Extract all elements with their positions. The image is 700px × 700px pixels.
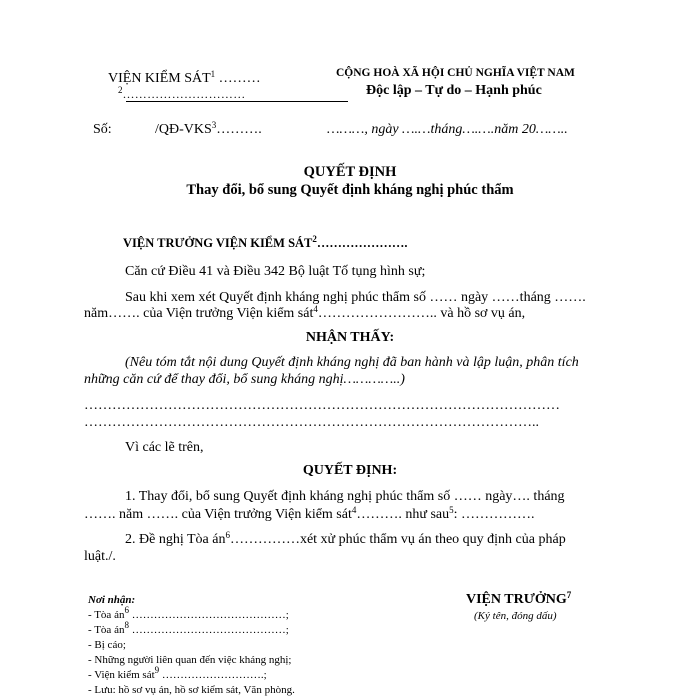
decision-item-1-line-2: ……. năm ……. của Viện trưởng Viện kiểm sát$^4$………. như sau$^5$: …………….	[84, 505, 535, 522]
recipient-item: - Tòa $án^6$ ……………………………………;	[88, 605, 289, 621]
issuing-authority: VIỆN TRƯỞNG VIỆN KIỂM SÁT$^2$………………….	[123, 234, 408, 250]
reason-text: Vì các lẽ trên,	[125, 440, 204, 455]
decision-item-2-line-1: 2. Đề nghị Tòa $án^6\dots\dots\dots\dots\dots xét$ xử phúc thẩm vụ án theo quy định của pháp	[125, 530, 566, 547]
recipients-heading: Nơi nhận:	[88, 594, 136, 606]
agency-name: VIỆN KIỂM SÁT$^1$ ………	[108, 69, 261, 86]
agency-subline: $^2$…………………………	[118, 85, 246, 101]
decision-item-1-line-1: 1. Thay đổi, bổ sung Quyết định kháng nghị phúc thẩm số …… ngày…. tháng	[125, 489, 565, 504]
signature-note: (Ký tên, đóng dấu)	[474, 610, 557, 622]
decision-heading: QUYẾT ĐỊNH:	[302, 463, 398, 478]
document-number-label: Số:	[93, 122, 112, 137]
review-line-1: Sau khi xem xét Quyết định kháng nghị phúc thẩm số …… ngày ……tháng …….	[125, 290, 586, 305]
recipient-item: - Bị cáo;	[88, 639, 126, 651]
recipients-block	[88, 593, 295, 698]
document-number: /QĐ-VKS$^3$……….	[155, 120, 262, 137]
decision-item-2-line-2: luật./.	[84, 549, 116, 564]
document-subtitle: Thay đổi, bổ sung Quyết định kháng nghị phúc thẩm	[186, 182, 514, 198]
recipient-item: - Lưu: hồ sơ vụ án, hồ sơ kiểm sát, Văn phòng.	[88, 684, 295, 696]
country-name: CỘNG HOÀ XÃ HỘI CHỦ NGHĨA VIỆT NAM	[336, 67, 575, 79]
legal-basis: Căn cứ Điều 41 và Điều 342 Bộ luật Tố tụng hình sự;	[125, 264, 426, 279]
document-date: ………, ngày ….…tháng….….năm 20……..	[327, 122, 568, 137]
document-title: QUYẾT ĐỊNH	[303, 164, 397, 180]
recipient-item: - Tòa $án^8$ ……………………………………;	[88, 620, 289, 636]
recipient-item: - Viện kiểm sát$^9$ ……………………….;	[88, 665, 267, 681]
review-line-2: năm……. của Viện trưởng Viện kiểm sát$^4$…………………….. và hồ sơ vụ án,	[84, 304, 526, 321]
recipient-item: - Những người liên quan đến việc kháng nghị;	[88, 654, 292, 666]
signature-title: VIỆN TRƯỞNG$^7$	[466, 590, 572, 607]
fill-dots-line-1: …………………………………………………………………………………………	[84, 398, 560, 413]
findings-note-line-2: những căn cứ để thay đổi, bổ sung kháng nghị…………..)	[84, 372, 405, 387]
agency-underline	[126, 101, 348, 102]
findings-heading: NHẬN THẤY:	[305, 330, 395, 345]
findings-note-line-1: (Nêu tóm tắt nội dung Quyết định kháng nghị đã ban hành và lập luận, phân tích	[125, 355, 579, 370]
national-motto: Độc lập – Tự do – Hạnh phúc	[366, 83, 542, 98]
fill-dots-line-2: ……………………………………………………………………………………..	[84, 415, 539, 430]
